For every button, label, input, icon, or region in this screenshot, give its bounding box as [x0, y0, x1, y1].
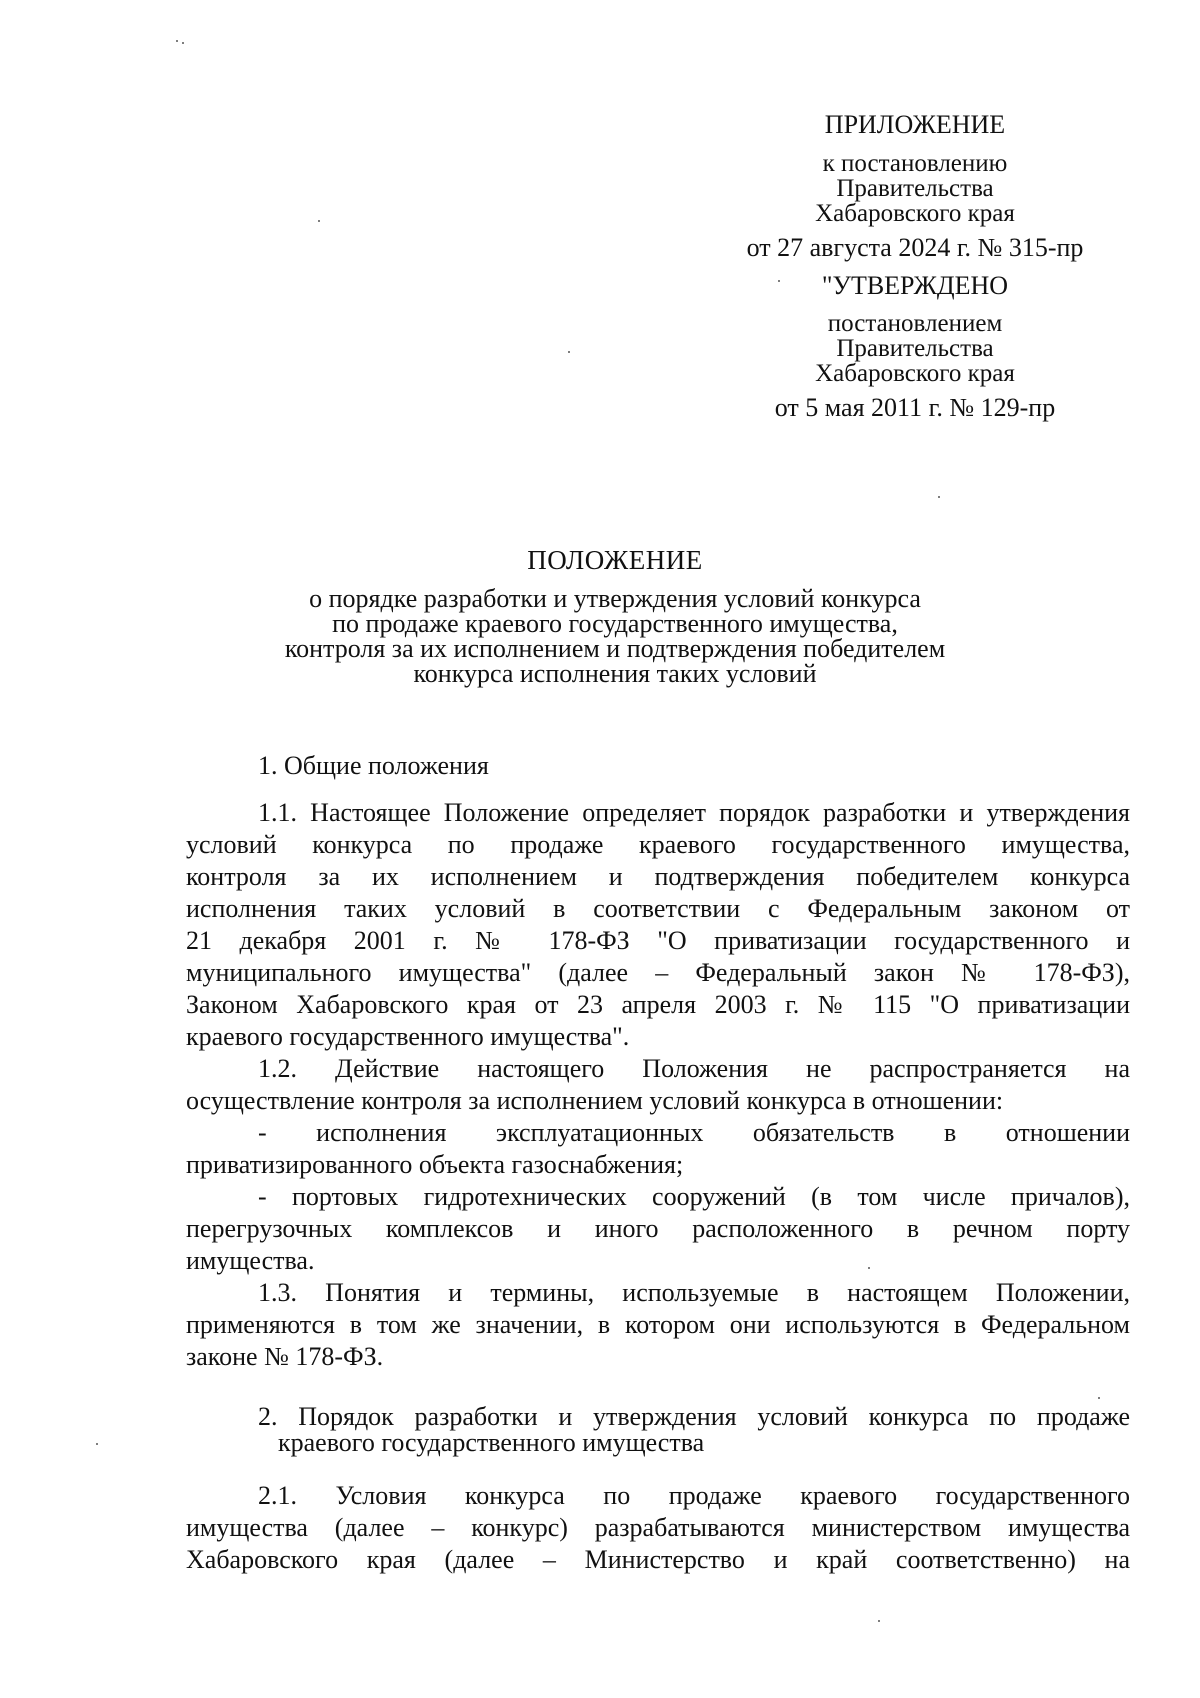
paragraph-line: имущества (далее – конкурс) разрабатываются министерством имущества — [186, 1513, 1130, 1542]
paragraph-line: 1.1. Настоящее Положение определяет порядок разработки и утверждения — [258, 798, 1130, 827]
by-resolution-line: постановлением — [827, 310, 1003, 337]
title-line: о порядке разработки и утверждения условий конкурса — [309, 584, 921, 613]
paragraph-line: контроля за их исполнением и подтверждения победителем конкурса — [186, 862, 1130, 891]
paragraph-line: применяются в том же значении, в котором они используются в Федеральном — [186, 1310, 1130, 1339]
scan-speck — [868, 1267, 870, 1269]
list-item-line: приватизированного объекта газоснабжения; — [186, 1150, 684, 1179]
paragraph-line: 21 декабря 2001 г. № 178-ФЗ "О приватизации государственного и — [186, 926, 1130, 955]
to-resolution-line: к постановлению — [822, 150, 1008, 177]
scan-speck — [938, 496, 940, 498]
region-line: Хабаровского края — [815, 200, 1015, 227]
paragraph-line: 1.3. Понятия и термины, используемые в настоящем Положении, — [258, 1278, 1130, 1307]
title-line: контроля за их исполнением и подтверждения победителем — [284, 634, 946, 663]
paragraph-line: краевого государственного имущества". — [186, 1022, 630, 1051]
scan-speck — [182, 42, 184, 44]
document-title — [230, 545, 1000, 575]
scan-speck — [568, 351, 570, 353]
scan-speck — [318, 220, 320, 222]
title-heading: ПОЛОЖЕНИЕ — [527, 545, 703, 575]
approved-block — [700, 273, 1130, 298]
paragraph-line: осуществление контроля за исполнением условий конкурса в отношении: — [186, 1086, 1004, 1115]
appendix-label: ПРИЛОЖЕНИЕ — [824, 110, 1006, 139]
scan-speck — [1098, 1397, 1100, 1399]
appendix-date-block — [700, 235, 1130, 260]
region-line-2: Хабаровского края — [815, 360, 1015, 387]
appendix-details — [700, 151, 1130, 226]
appendix-block — [700, 112, 1130, 137]
paragraph-line: муниципального имущества" (далее – Федеральный закон № 178-ФЗ), — [186, 958, 1130, 987]
list-item-line: - исполнения эксплуатационных обязательств в отношении — [258, 1118, 1130, 1147]
paragraph-line: 2.1. Условия конкурса по продаже краевого государственного — [258, 1481, 1130, 1510]
paragraph-line: Хабаровского края (далее – Министерство и край соответственно) на — [186, 1545, 1130, 1574]
list-item-line: имущества. — [186, 1246, 315, 1275]
paragraph-line: 1.2. Действие настоящего Положения не распространяется на — [258, 1054, 1130, 1083]
scan-speck — [176, 40, 178, 42]
section-heading: 2. Порядок разработки и утверждения условий конкурса по продаже — [258, 1402, 1130, 1431]
paragraph-line: законе № 178-ФЗ. — [186, 1342, 384, 1371]
approved-details — [700, 311, 1130, 386]
paragraph-line: Законом Хабаровского края от 23 апреля 2003 г. № 115 "О приватизации — [186, 990, 1130, 1019]
paragraph-line: исполнения таких условий в соответствии с Федеральным законом от — [186, 894, 1130, 923]
scan-speck — [96, 1443, 98, 1445]
government-line-2: Правительства — [836, 335, 994, 362]
approved-date: от 5 мая 2011 г. № 129-пр — [774, 393, 1056, 422]
government-line: Правительства — [836, 175, 994, 202]
paragraph-line: условий конкурса по продаже краевого государственного имущества, — [186, 830, 1130, 859]
section-heading: 1. Общие положения — [258, 751, 489, 780]
appendix-date: от 27 августа 2024 г. № 315-пр — [746, 233, 1084, 262]
list-item-line: - портовых гидротехнических сооружений (в том числе причалов), — [258, 1182, 1130, 1211]
list-item-line: перегрузочных комплексов и иного расположенного в речном порту — [186, 1214, 1130, 1243]
approved-date-block — [700, 395, 1130, 420]
document-subtitle — [230, 586, 1000, 686]
title-line: конкурса исполнения таких условий — [413, 659, 817, 688]
section-heading: краевого государственного имущества — [278, 1428, 705, 1457]
scan-speck — [878, 1620, 880, 1622]
approved-label: "УТВЕРЖДЕНО — [821, 271, 1009, 300]
title-line: по продаже краевого государственного имущества, — [332, 609, 898, 638]
